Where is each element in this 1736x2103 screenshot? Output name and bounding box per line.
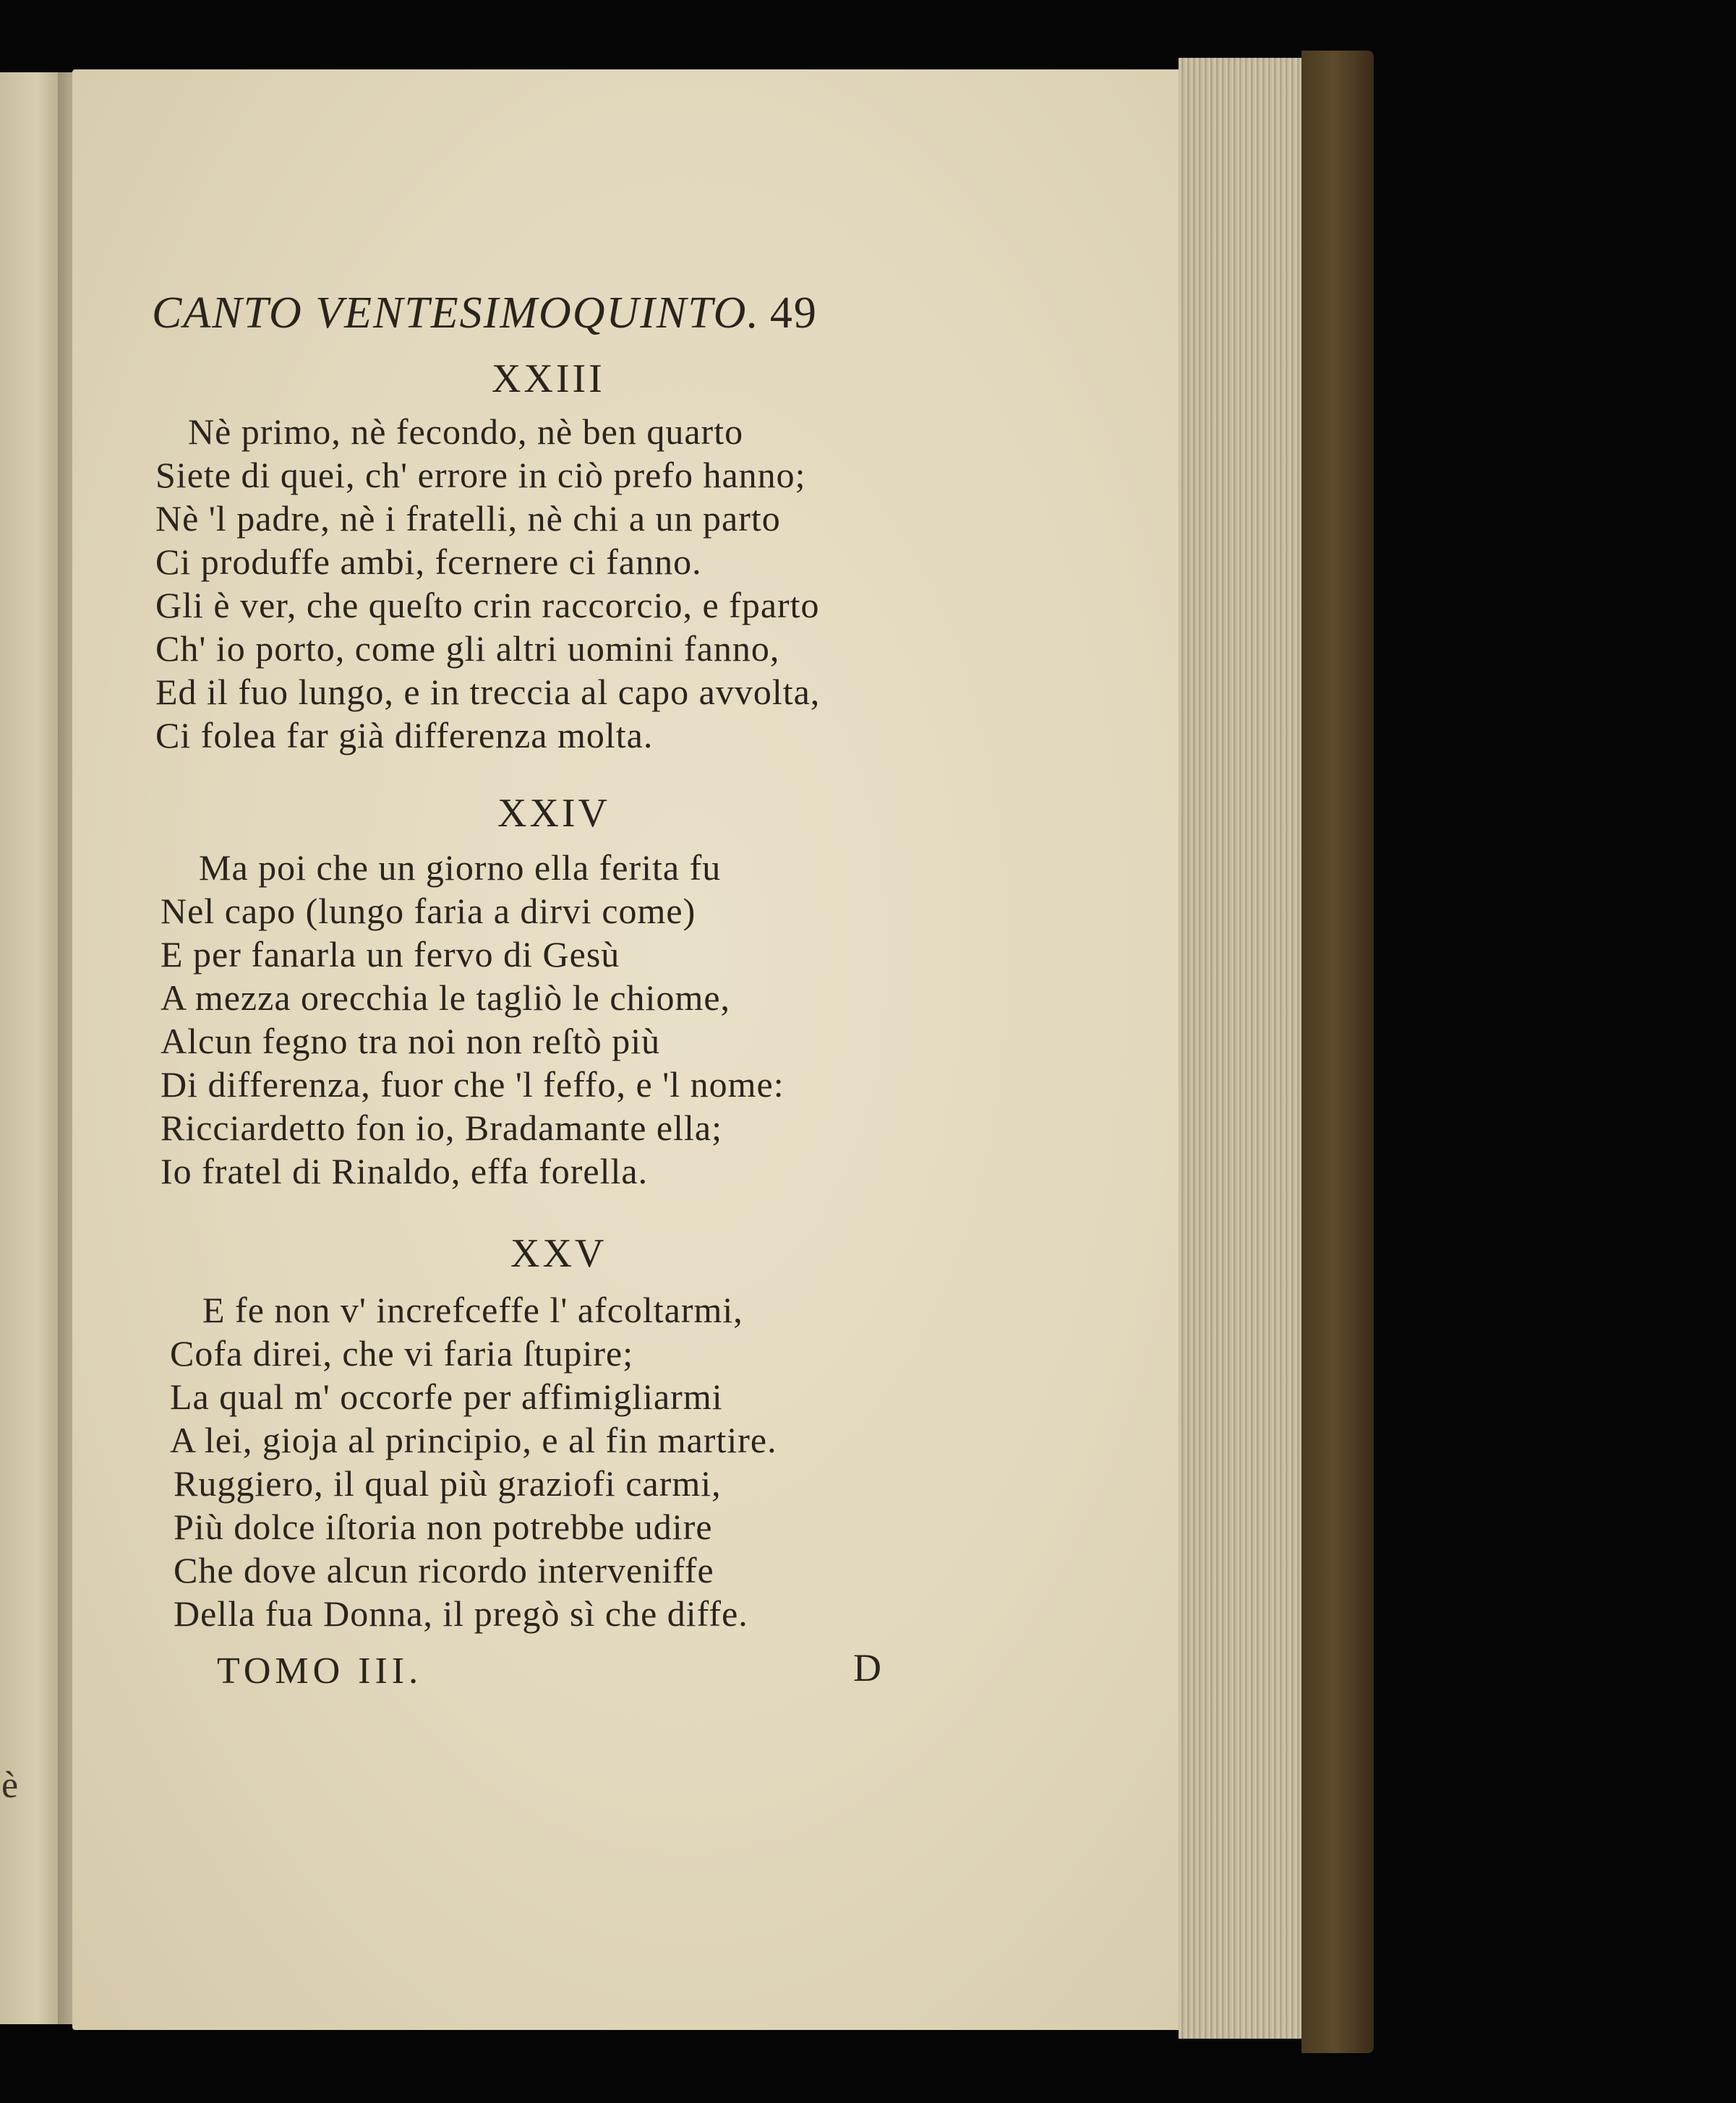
verse-line: Più dolce iſtoria non potrebbe udire — [174, 1507, 713, 1547]
signature-mark: D — [853, 1646, 881, 1689]
verse-line: Nè 'l padre, nè i fratelli, nè chi a un parto — [155, 498, 781, 539]
page-fore-edge — [1179, 58, 1305, 2039]
verse-line: Della fua Donna, il pregò sì che diffe. — [174, 1593, 748, 1634]
leather-binding — [1301, 51, 1374, 2053]
verse-line: Ricciardetto fon io, Bradamante ella; — [161, 1108, 722, 1148]
stanza-number: XXIV — [497, 791, 610, 836]
verse-line: Ma poi che un giorno ella ferita fu — [199, 847, 722, 888]
verse-line: A mezza orecchia le tagliò le chiome, — [161, 977, 731, 1018]
verse-line: Ci produffe ambi, fcernere ci fanno. — [155, 541, 702, 582]
verse-line: Alcun fegno tra noi non reſtò più — [161, 1021, 661, 1061]
running-head — [152, 288, 947, 353]
verse-line: E per fanarla un fervo di Gesù — [161, 934, 620, 975]
verse-line: La qual m' occorfe per affimigliarmi — [170, 1376, 723, 1417]
verse-line: Nel capo (lungo faria a dirvi come) — [161, 891, 696, 931]
verse-line: Ch' io porto, come gli altri uomini fanno, — [155, 628, 780, 669]
left-page-edge — [0, 72, 61, 2024]
verse-line: Cofa direi, che vi faria ſtupire; — [170, 1333, 634, 1374]
verse-line: Nè primo, nè fecondo, nè ben quarto — [188, 411, 744, 452]
verse-line: A lei, gioja al principio, e al fin martire. — [170, 1420, 777, 1460]
volume-signature: TOMO III. — [217, 1650, 423, 1692]
running-head-title: CANTO VENTESIMOQUINTO. — [152, 288, 760, 338]
stanza-number: XXIII — [492, 356, 605, 401]
verse-line: Ruggiero, il qual più graziofi carmi, — [174, 1463, 722, 1504]
left-page-glyph: è — [1, 1765, 19, 1806]
page-number: 49 — [769, 288, 818, 338]
verse-line: Ed il fuo lungo, e in treccia al capo avvolta, — [155, 672, 821, 712]
verse-line: Io fratel di Rinaldo, effa forella. — [161, 1151, 649, 1191]
verse-line: Gli è ver, che queſto crin raccorcio, e fparto — [155, 585, 820, 625]
verse-line: E fe non v' increfceffe l' afcoltarmi, — [202, 1290, 743, 1330]
verse-line: Ci folea far già differenza molta. — [155, 715, 654, 755]
stanza-number: XXV — [510, 1231, 607, 1276]
verse-line: Di differenza, fuor che 'l feffo, e 'l nome: — [161, 1064, 784, 1105]
verse-line: Siete di quei, ch' errore in ciò prefo hanno; — [155, 455, 806, 495]
verse-line: Che dove alcun ricordo interveniffe — [174, 1550, 714, 1590]
